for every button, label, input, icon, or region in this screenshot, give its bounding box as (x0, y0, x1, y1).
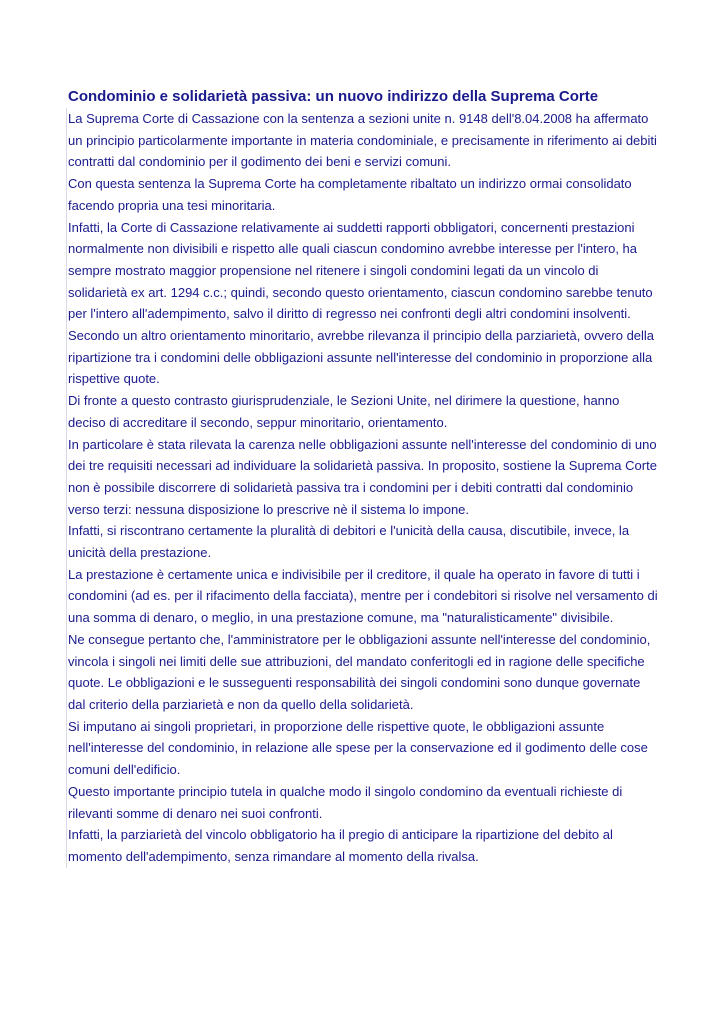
paragraph: In particolare è stata rilevata la carenza nelle obbligazioni assunte nell'interesse del condominio di uno dei tre requisiti necessari ad individuare la solidarietà passiva. In proposito, sostiene la Suprema Corte non è possibile discorrere di solidarietà passiva tra i condomini per i debiti contratti dal condominio verso terzi: nessuna disposizione lo prescrive nè il sistema lo impone. (66, 434, 658, 521)
paragraph: La Suprema Corte di Cassazione con la sentenza a sezioni unite n. 9148 dell'8.04.2008 ha affermato un principio particolarmente importante in materia condominiale, e precisamente in riferimento ai debiti contratti dal condominio per il godimento dei beni e servizi comuni. (66, 108, 658, 173)
paragraph: Infatti, la parziarietà del vincolo obbligatorio ha il pregio di anticipare la ripartizione del debito al momento dell'adempimento, senza rimandare al momento della rivalsa. (66, 824, 658, 867)
document-title: Condominio e solidarietà passiva: un nuovo indirizzo della Suprema Corte (68, 88, 599, 105)
paragraph: Infatti, si riscontrano certamente la pluralità di debitori e l'unicità della causa, discutibile, invece, la unicità della prestazione. (66, 520, 658, 563)
paragraph: Questo importante principio tutela in qualche modo il singolo condomino da eventuali richieste di rilevanti somme di denaro nei suoi confronti. (66, 781, 658, 824)
paragraph: Infatti, la Corte di Cassazione relativamente ai suddetti rapporti obbligatori, concernenti prestazioni normalmente non divisibili e rispetto alle quali ciascun condomino avrebbe interesse per l'intero, ha sempre mostrato maggior propensione nel ritenere i singoli condomini legati da un vincolo di solidarietà ex art. 1294 c.c.; quindi, secondo questo orientamento, ciascun condomino sarebbe tenuto per l'intero all'adempimento, salvo il diritto di regresso nei confronti degli altri condomini insolventi. (66, 217, 658, 326)
document-body (68, 86, 658, 868)
paragraph: Si imputano ai singoli proprietari, in proporzione delle rispettive quote, le obbligazioni assunte nell'interesse del condominio, in relazione alle spese per la conservazione ed il godimento delle cose comuni dell'edificio. (66, 716, 658, 781)
paragraph: Di fronte a questo contrasto giurisprudenziale, le Sezioni Unite, nel dirimere la questione, hanno deciso di accreditare il secondo, seppur minoritario, orientamento. (66, 390, 658, 433)
paragraph: Secondo un altro orientamento minoritario, avrebbe rilevanza il principio della parziarietà, ovvero della ripartizione tra i condomini delle obbligazioni assunte nell'interesse del condominio in proporzione alla rispettive quote. (66, 325, 658, 390)
paragraph: Ne consegue pertanto che, l'amministratore per le obbligazioni assunte nell'interesse del condominio, vincola i singoli nei limiti delle sue attribuzioni, del mandato conferitogli ed in ragione delle specifiche quote. Le obbligazioni e le susseguenti responsabilità dei singoli condomini sono dunque governate dal criterio della parziarietà e non da quello della solidarietà. (66, 629, 658, 716)
paragraph: La prestazione è certamente unica e indivisibile per il creditore, il quale ha operato in favore di tutti i condomini (ad es. per il rifacimento della facciata), mentre per i condebitori si risolve nel versamento di una somma di denaro, o meglio, in una prestazione comune, ma "naturalisticamente" divisibile. (66, 564, 658, 629)
paragraph: Con questa sentenza la Suprema Corte ha completamente ribaltato un indirizzo ormai consolidato facendo propria una tesi minoritaria. (66, 173, 658, 216)
